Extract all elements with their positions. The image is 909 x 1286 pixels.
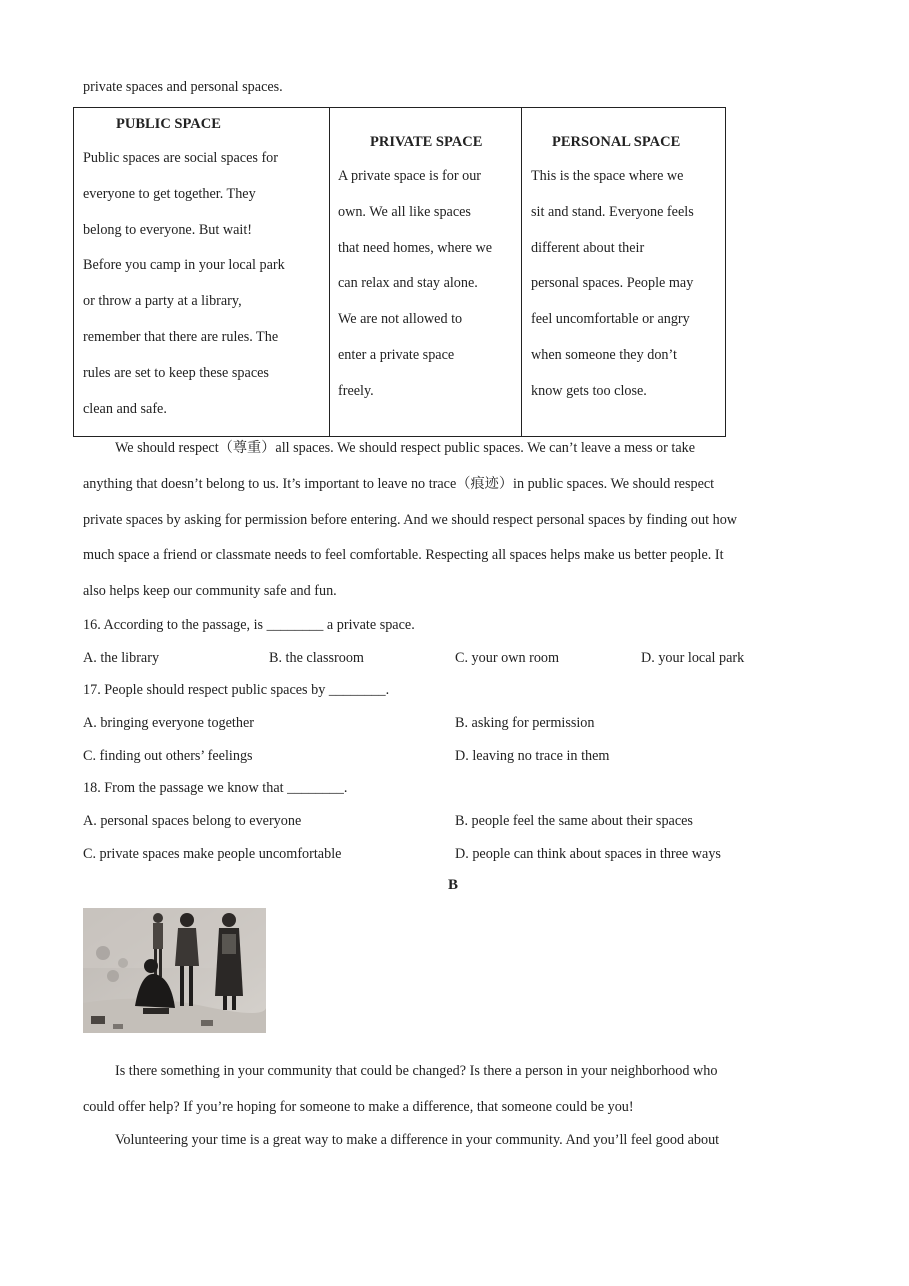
spaces-table	[73, 107, 726, 437]
q16-option-b: B. the classroom	[269, 650, 364, 666]
q17-option-b: B. asking for permission	[455, 715, 595, 731]
passage-paragraph: We should respect（尊重）all spaces. We should respect public spaces. We can’t leave a mess or take anything that doesn’t belong to us. It’s important to leave no trace（痕迹）in public spaces. We should respect private spaces by asking for permission before entering. And we should respect personal spaces by finding out how much space a friend or classmate needs to feel comfortable. Respecting all spaces helps make us better people. It also helps keep our community safe and fun.	[83, 440, 738, 600]
section-b-paragraph-2: Volunteering your time is a great way to make a difference in your community. And you’ll feel good about	[115, 1132, 720, 1148]
public-space-heading: PUBLIC SPACE	[116, 116, 221, 132]
private-space-heading: PRIVATE SPACE	[370, 134, 483, 150]
q16-option-a: A. the library	[83, 650, 160, 666]
private-space-text: A private space is for our own. We all like spaces that need homes, where we can relax and stay alone. We are not allowed to enter a private space freely.	[338, 168, 493, 399]
personal-space-heading: PERSONAL SPACE	[552, 134, 681, 150]
private-space-cell	[330, 108, 522, 437]
q17-option-d: D. leaving no trace in them	[455, 748, 610, 764]
q16-option-d: D. your local park	[641, 650, 745, 666]
q17-option-c: C. finding out others’ feelings	[83, 748, 253, 764]
intro-fragment: private spaces and personal spaces.	[83, 79, 283, 95]
q16-option-c: C. your own room	[455, 650, 560, 666]
q17-option-a: A. bringing everyone together	[83, 715, 254, 731]
question-16-stem: 16. According to the passage, is ________ a private space.	[83, 617, 415, 633]
section-b-paragraph-1: Is there something in your community that could be changed? Is there a person in your neighborhood who could offer help? If you’re hoping for someone to make a difference, that someone could be you!	[83, 1063, 718, 1115]
q18-option-b: B. people feel the same about their spaces	[455, 813, 693, 829]
public-space-text: Public spaces are social spaces for everyone to get together. They belong to everyone. But wait! Before you camp in your local park or throw a party at a library, remember that there are rules. The rules are set to keep these spaces clean and safe.	[83, 150, 285, 417]
section-b-heading: B	[448, 877, 459, 893]
q18-option-c: C. private spaces make people uncomfortable	[83, 846, 342, 862]
question-18-stem: 18. From the passage we know that ________.	[83, 780, 348, 796]
q18-option-a: A. personal spaces belong to everyone	[83, 813, 302, 829]
personal-space-text: This is the space where we sit and stand. Everyone feels different about their personal spaces. People may feel uncomfortable or angry when someone they don’t know gets too close.	[531, 168, 694, 399]
personal-space-cell	[522, 108, 726, 437]
public-space-cell	[74, 108, 330, 437]
volunteers-photo	[83, 908, 266, 1033]
question-17-stem: 17. People should respect public spaces by ________.	[83, 682, 390, 698]
q18-option-d: D. people can think about spaces in three ways	[455, 846, 721, 862]
